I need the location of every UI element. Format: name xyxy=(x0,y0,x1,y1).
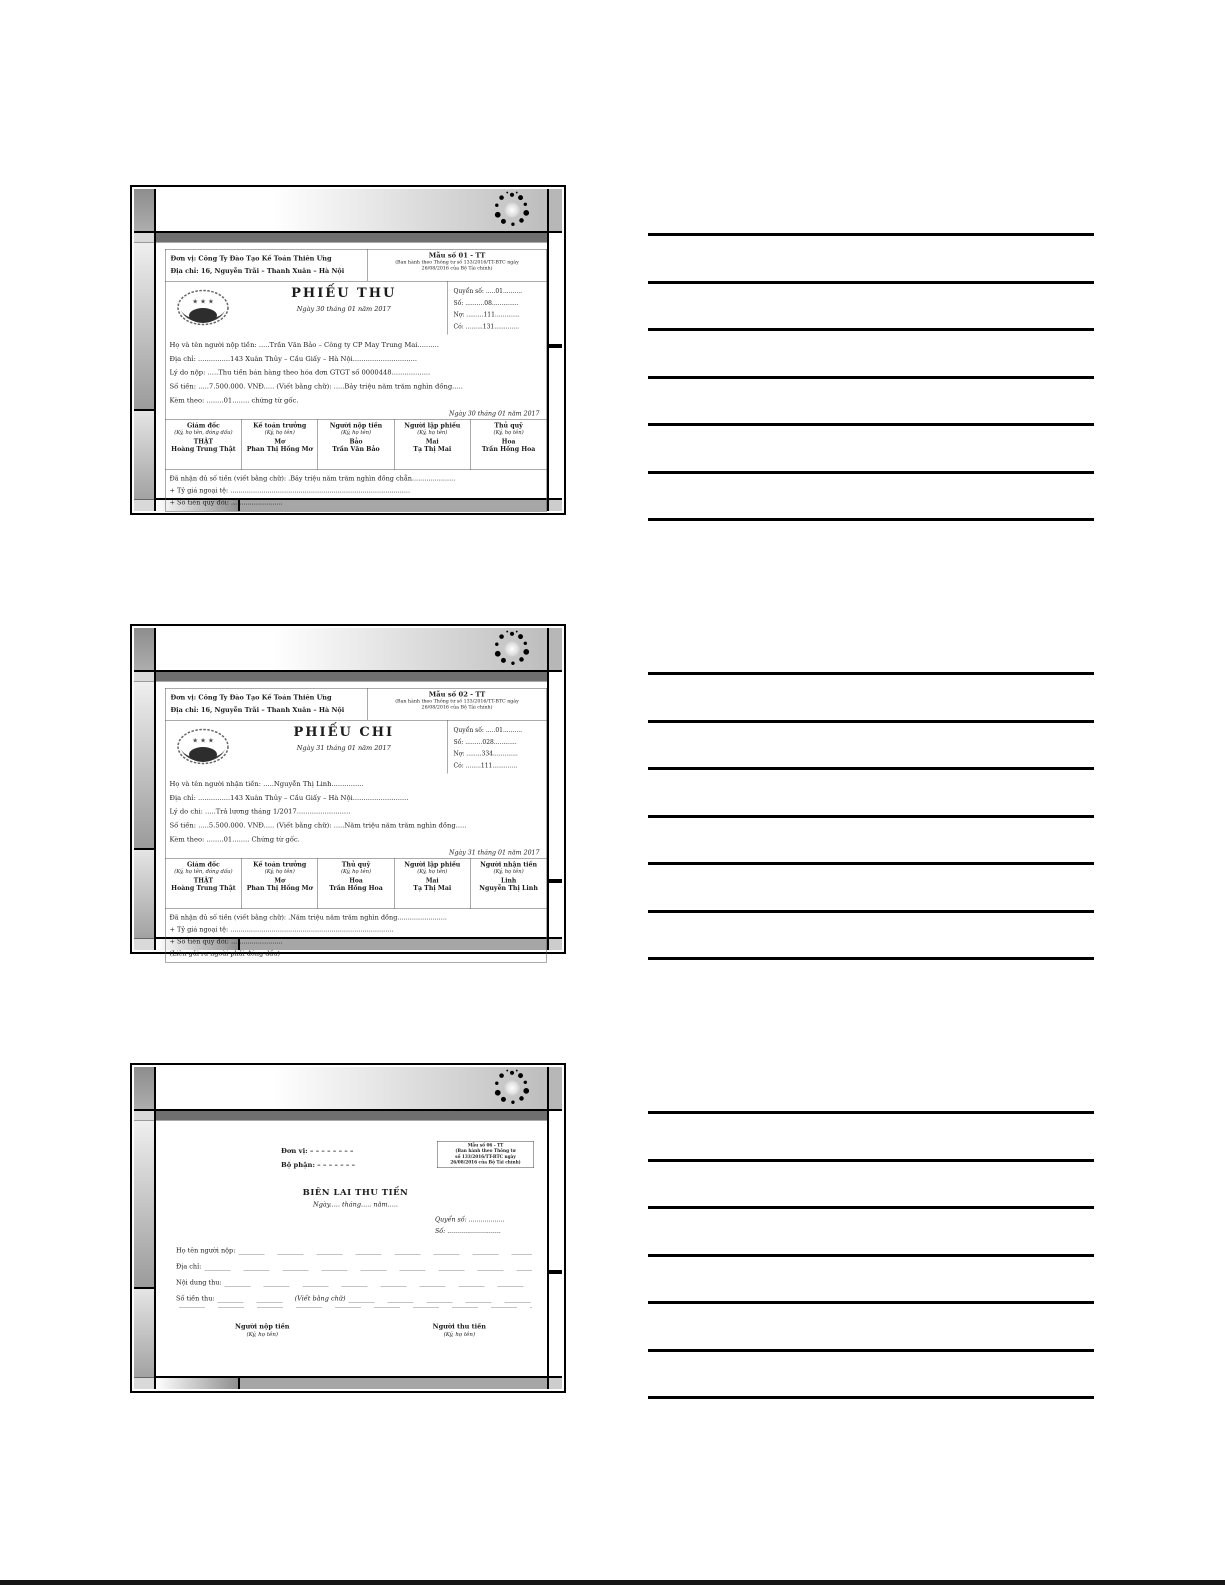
form-number: Mẫu số 01 - TT xyxy=(428,251,486,260)
doc-title: PHIẾU THU xyxy=(291,285,397,301)
note-line xyxy=(648,518,1094,521)
company-logo xyxy=(166,721,241,774)
note-line xyxy=(648,862,1094,865)
signature-col: Giám đốc (Ký, họ tên, đóng dấu) THẬT Hoàng Trung Thật xyxy=(166,859,242,909)
slide-divider-bar xyxy=(156,672,547,682)
doc-header xyxy=(166,250,547,282)
note-line xyxy=(648,471,1094,474)
note-line xyxy=(648,1159,1094,1162)
doc-address: Địa chỉ: 16, Nguyễn Trãi – Thanh Xuân – Hà Nội xyxy=(170,706,345,714)
note-line xyxy=(648,233,1094,236)
slide-2-phieu-chi xyxy=(130,624,566,958)
note-line xyxy=(648,1301,1094,1304)
doc-unit: Đơn vị: – – – – – – – – xyxy=(281,1147,354,1155)
notes-area xyxy=(648,624,1094,960)
notes-area xyxy=(648,1063,1094,1399)
note-line xyxy=(648,376,1094,379)
starburst-icon xyxy=(493,1069,531,1107)
slide-right-rail xyxy=(547,628,562,950)
signature-col: Thủ quỹ (Ký, họ tên) Hoa Trần Hồng Hoa xyxy=(481,421,536,453)
slide-content xyxy=(156,1121,547,1376)
doc-title-date: Ngày 31 tháng 01 năm 2017 xyxy=(296,744,391,753)
doc-title: PHIẾU CHI xyxy=(293,724,395,740)
note-line xyxy=(648,1349,1094,1352)
slide-right-rail xyxy=(547,1067,562,1389)
signature-col: Kế toán trưởng (Ký, họ tên) Mơ Phan Thị Hồng Mơ xyxy=(242,859,318,909)
doc-unit: Đơn vị: Công Ty Đào Tạo Kế Toán Thiên Ưng xyxy=(170,694,332,702)
doc-sign-date: Ngày 31 tháng 01 năm 2017 xyxy=(449,848,540,857)
slide-3-bien-lai xyxy=(130,1063,566,1393)
note-line xyxy=(648,957,1094,960)
note-line xyxy=(648,720,1094,723)
doc-address: Địa chỉ: 16, Nguyễn Trãi – Thanh Xuân – Hà Nội xyxy=(170,267,345,275)
page-bottom-rule xyxy=(0,1580,1225,1585)
note-line xyxy=(648,910,1094,913)
starburst-icon xyxy=(493,630,531,668)
rail-tick xyxy=(549,344,562,348)
signature-row xyxy=(165,1311,546,1337)
svg-text:★ ★ ★: ★ ★ ★ xyxy=(192,736,214,745)
svg-text:★ ★ ★: ★ ★ ★ xyxy=(192,297,214,306)
slide-right-rail xyxy=(547,189,562,511)
doc-title: BIÊN LAI THU TIỀN xyxy=(302,1187,409,1198)
signature-col: Giám đốc (Ký, họ tên, đóng dấu) THẬT Hoàng Trung Thật xyxy=(166,420,242,470)
phieu-chi-document xyxy=(165,688,547,963)
signature-col: Người lập phiếu (Ký, họ tên) Mai Tạ Thị Mai xyxy=(394,859,470,909)
slide-divider-bar xyxy=(156,233,547,243)
note-line xyxy=(648,281,1094,284)
note-line xyxy=(648,767,1094,770)
slide-left-bar xyxy=(134,1067,156,1389)
note-line xyxy=(648,423,1094,426)
note-line xyxy=(648,1111,1094,1114)
note-line xyxy=(648,672,1094,675)
slide-content xyxy=(156,243,547,507)
slide-content xyxy=(156,682,547,958)
signature-col: Kế toán trưởng (Ký, họ tên) Mơ Phan Thị Hồng Mơ xyxy=(242,420,318,470)
note-line xyxy=(648,328,1094,331)
codes-box: Quyển số: .....01.......... Số: .........028............ Nợ: ........334............. Có: ........111............. xyxy=(447,721,547,774)
signature-col: Người thu tiền (Ký, họ tên) xyxy=(432,1322,486,1338)
rail-tick xyxy=(549,1270,562,1274)
handout-row-3 xyxy=(130,1063,1094,1399)
rail-tick xyxy=(549,879,562,883)
slide-title-band xyxy=(156,1067,547,1111)
notes-area xyxy=(648,185,1094,521)
signature-col: Người lập phiếu (Ký, họ tên) Mai Tạ Thị Mai xyxy=(394,420,470,470)
doc-title-date: Ngày 30 tháng 01 năm 2017 xyxy=(296,305,391,314)
bien-lai-document xyxy=(165,1127,546,1337)
slide-bottom-strip xyxy=(156,1376,547,1389)
form-note: (Ban hành theo Thông tư số 133/2016/TT-BTC ngày 26/08/2016 của Bộ Tài chính) xyxy=(395,259,519,272)
phieu-thu-document xyxy=(165,249,547,512)
slide-1-phieu-thu xyxy=(130,185,566,515)
signature-table xyxy=(166,419,547,470)
slide-title-band xyxy=(156,189,547,233)
handout-body xyxy=(130,185,1094,1502)
signature-col: Người nộp tiền (Ký, họ tên) Bảo Trần Văn Bảo xyxy=(318,420,394,470)
signature-table xyxy=(166,858,547,909)
signature-col: Thủ quỹ (Ký, họ tên) Hoa Trần Hồng Hoa xyxy=(318,859,394,909)
doc-header xyxy=(166,689,547,721)
form-note: (Ban hành theo Thông tư số 133/2016/TT-BTC ngày 26/08/2016 của Bộ Tài chính) xyxy=(395,698,519,711)
slide-left-bar xyxy=(134,628,156,950)
handout-row-1 xyxy=(130,185,1094,521)
doc-footer: Đã nhận đủ số tiền (viết bằng chữ): .Năm triệu năm trăm nghìn đồng........................ + Tỷ giá ngoại tệ: ............................................................................... + Số tiền quy đổi: ......................... (Liên gửi ra ngoài phải đóng dấu) xyxy=(169,914,447,958)
slide-divider-bar xyxy=(156,1111,547,1121)
slide-title-band xyxy=(156,628,547,672)
company-logo xyxy=(166,282,241,335)
viet-bang-chu-label: (Viết bằng chữ) xyxy=(294,1294,346,1303)
codes-box: Quyển số: .................. Số: ........................... xyxy=(435,1215,505,1235)
note-line xyxy=(648,1206,1094,1209)
codes-box: Quyển số: .....01.......... Số: ..........08.............. Nợ: .........111............. Có: .........131............. xyxy=(447,282,547,335)
doc-body: Họ và tên người nhận tiền: .....Nguyễn Thị Linh............... Địa chỉ: ...............143 Xuân Thủy – Cầu Giấy – Hà Nội.......................... Lý do chi: .....Trả lương tháng 1/2017......................... Số tiền: .....5.500.000. VNĐ..... (Viết bằng chữ): .....Năm triệu năm trăm nghìn đồng..... Kèm theo: ........01........ Chứng từ gốc. xyxy=(169,779,467,844)
doc-date: Ngày..... tháng..... năm..... xyxy=(313,1200,398,1209)
signature-col: Người nộp tiền (Ký, họ tên) xyxy=(235,1322,290,1338)
doc-body: Họ và tên người nộp tiền: .....Trần Văn Bảo – Công ty CP May Trung Mai.......... Địa chỉ: ...............143 Xuân Thủy – Cầu Giấy – Hà Nội.............................. Lý do nộp: .....Thu tiền bán hàng theo hóa đơn GTGT số 0000448.................. Số tiền: .....7.500.000. VNĐ..... (Viết bằng chữ): .....Bảy triệu năm trăm nghìn đồng..... Kèm theo: ........01........ chứng từ gốc. xyxy=(169,340,463,405)
slide-left-bar xyxy=(134,189,156,511)
form-number: Mẫu số 02 - TT xyxy=(428,690,486,699)
note-line xyxy=(648,1254,1094,1257)
doc-footer: Đã nhận đủ số tiền (viết bằng chữ): .Bảy triệu năm trăm nghìn đồng chẵn..................... + Tỷ giá ngoại tệ: ....................................................................................... + Số tiền quy đổi: ......................... xyxy=(169,475,456,507)
note-line xyxy=(648,1396,1094,1399)
doc-dept: Bộ phận: – – – – – – – xyxy=(281,1161,356,1170)
form-box: Mẫu số 06 - TT (Ban hành theo Thông tư số 133/2016/TT-BTC ngày 26/08/2016 của Bộ Tài chính) xyxy=(437,1141,534,1168)
note-line xyxy=(648,815,1094,818)
starburst-icon xyxy=(493,191,531,229)
doc-sign-date: Ngày 30 tháng 01 năm 2017 xyxy=(449,409,540,418)
doc-fields: Họ tên người nộp: Địa chỉ: Nội dung thu: Số tiền thu: (Viết bằng chữ) xyxy=(176,1243,534,1311)
signature-col: Người nhận tiền (Ký, họ tên) Linh Nguyễn Thị Linh xyxy=(479,860,538,892)
doc-unit: Đơn vị: Công Ty Đào Tạo Kế Toán Thiên Ưng xyxy=(170,255,332,263)
handout-row-2 xyxy=(130,624,1094,960)
